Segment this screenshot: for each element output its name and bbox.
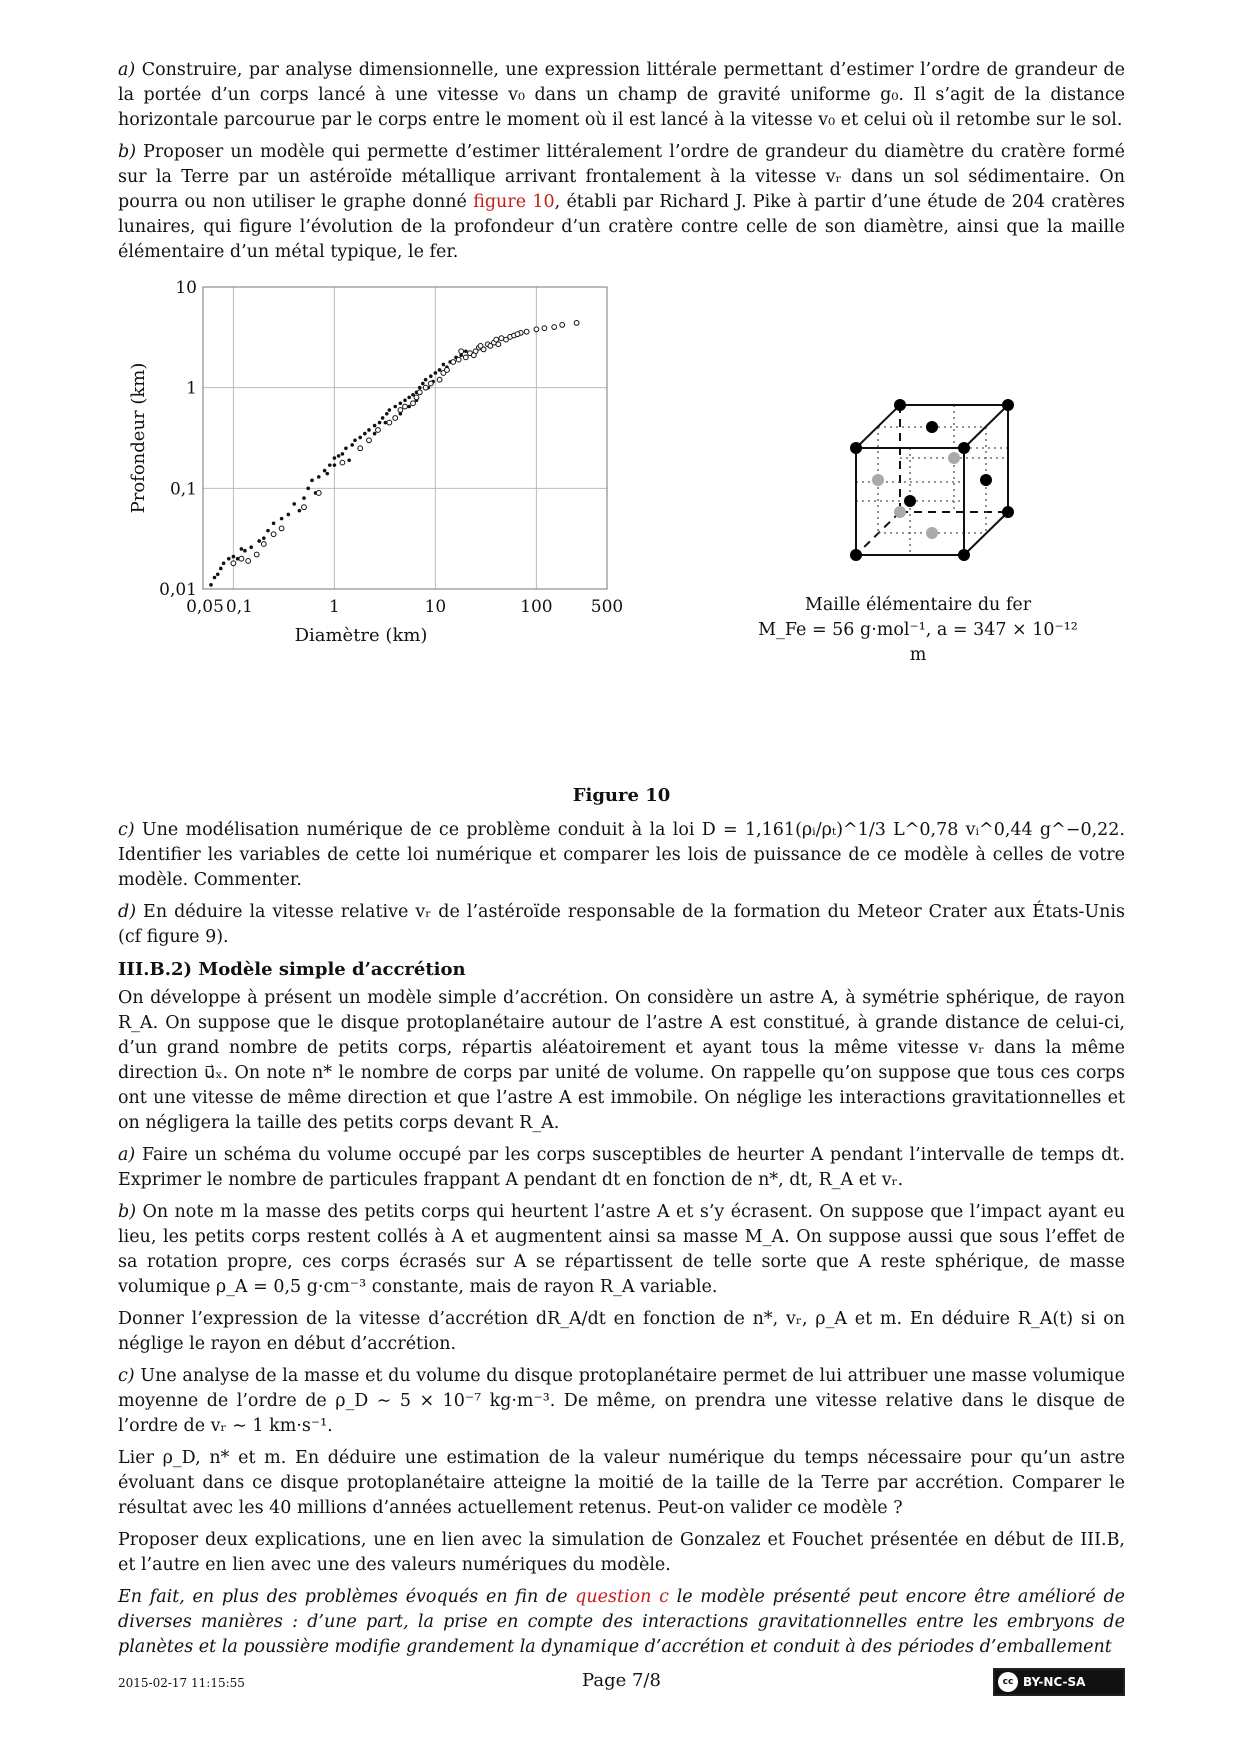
data-point-filled	[464, 349, 468, 353]
question-label: c)	[118, 820, 135, 840]
data-point-filled	[373, 424, 377, 428]
data-point-open	[463, 355, 468, 360]
question-label: c)	[118, 1366, 135, 1386]
question-text: On note m la masse des petits corps qui heurtent l’astre A et s’y écrasent. On suppose que l’impact ayant eu lieu, les petits corps restent collés à A et augmentent ainsi sa masse M_A. On suppose aussi que sous l’effet de sa rotation propre, ces corps écrasés sur A se répartissent de telle sorte que A reste sphérique, de masse volumique ρ_A = 0,5 g·cm⁻³ constante, mais de rayon R_A variable.	[118, 1202, 1125, 1297]
data-point-filled	[209, 583, 213, 587]
data-point-filled	[333, 456, 337, 460]
data-point-open	[437, 377, 442, 382]
data-point-filled	[429, 374, 433, 378]
footer-page-number: Page 7/8	[582, 1670, 661, 1691]
question-label: a)	[118, 60, 136, 80]
x-tick-label: 100	[520, 597, 553, 617]
data-point-open	[417, 390, 422, 395]
corner-atom	[1002, 506, 1014, 518]
question-label: b)	[118, 142, 137, 162]
question-text: En déduire la vitesse relative vᵣ de l’astéroïde responsable de la formation du Meteor Crater aux États-Unis (cf figure 9).	[118, 902, 1125, 947]
data-point-open	[428, 381, 433, 386]
data-point-filled	[407, 405, 411, 409]
data-point-open	[515, 332, 520, 337]
data-point-filled	[292, 502, 296, 506]
data-point-open	[552, 325, 557, 330]
x-tick-label: 1	[328, 597, 340, 617]
y-tick-label: 10	[175, 278, 197, 298]
data-point-open	[254, 552, 259, 557]
question-d1	[118, 900, 1125, 950]
hidden-face-atom	[926, 527, 938, 539]
closing-text: le modèle présenté peut encore être amélioré de diverses manières : d’une part, la prise en compte des interactions gravitationnelles entre les embryons de planètes et la poussière modifie grandement la dynamique d’accrétion et conduit à des périodes d’emballement	[118, 1587, 1126, 1657]
data-point-filled	[399, 401, 403, 405]
corner-atom	[1002, 399, 1014, 411]
data-point-open	[423, 385, 428, 390]
data-point-filled	[373, 432, 377, 436]
data-point-open	[574, 320, 579, 325]
data-point-open	[534, 327, 539, 332]
question-text: Proposer un modèle qui permette d’estimer littéralement l’ordre de grandeur du diamètre du cratère formé sur la Terre par un astéroïde métallique arrivant frontalement à la vitesse vᵣ dans un sol sédimentaire. On pourra ou non utiliser le graphe donné	[118, 142, 1125, 212]
question-label: b)	[118, 1202, 137, 1222]
data-point-filled	[358, 436, 362, 440]
x-tick-label: 10	[424, 597, 447, 617]
data-point-filled	[219, 567, 223, 571]
data-point-filled	[341, 452, 345, 456]
data-point-open	[456, 357, 461, 362]
data-point-filled	[287, 513, 291, 517]
data-point-open	[261, 542, 266, 547]
data-point-filled	[325, 472, 329, 476]
hidden-face-atom	[894, 506, 906, 518]
question-b2-continued: Donner l’expression de la vitesse d’accrétion dR_A/dt en fonction de n*, vᵣ, ρ_A et m. En déduire R_A(t) si on néglige le rayon en début d’accrétion.	[118, 1309, 1125, 1354]
data-point-open	[316, 491, 321, 496]
data-point-filled	[213, 576, 217, 580]
data-point-filled	[266, 529, 270, 533]
data-point-filled	[280, 517, 284, 521]
iron-unit-cell-diagram	[838, 385, 1038, 585]
data-point-filled	[222, 562, 226, 566]
unit-cell-caption-values: M_Fe = 56 g·mol⁻¹, a = 347 × 10⁻¹² m	[758, 620, 1078, 665]
license-text: BY-NC-SA	[1023, 1675, 1086, 1689]
data-point-filled	[262, 536, 266, 540]
data-point-filled	[272, 521, 276, 525]
data-point-open	[478, 343, 483, 348]
data-point-filled	[243, 549, 247, 553]
question-text: Faire un schéma du volume occupé par les corps susceptibles de heurter A pendant l’intervalle de temps dt. Exprimer le nombre de particules frappant A pendant dt en fonction de n*, dt, R_A et vᵣ.	[118, 1145, 1125, 1190]
figure-caption: Figure 10	[572, 785, 671, 806]
question-a1	[118, 58, 1125, 133]
x-tick-label: 0,05	[186, 597, 224, 617]
figure-link[interactable]: figure 10	[473, 192, 555, 212]
data-point-filled	[344, 446, 348, 450]
x-tick-label: 500	[590, 597, 624, 617]
data-point-open	[459, 349, 464, 354]
data-point-open	[231, 561, 236, 566]
cc-icon: cc	[998, 1672, 1018, 1692]
data-point-open	[496, 342, 501, 347]
hidden-face-atom	[872, 474, 884, 486]
data-point-open	[398, 408, 403, 413]
footer-timestamp: 2015-02-17 11:15:55	[118, 1676, 245, 1690]
question-text: Une analyse de la masse et du volume du disque protoplanétaire permet de lui attribuer une masse volumique moyenne de l’ordre de ρ_D ∼ 5 × 10⁻⁷ kg·m⁻³. De même, on prendra une vitesse relative dans le disque de l’ordre de vᵣ ∼ 1 km·s⁻¹.	[118, 1366, 1125, 1436]
data-point-open	[367, 438, 372, 443]
data-point-filled	[216, 572, 220, 576]
data-point-open	[445, 368, 450, 373]
question-text: Construire, par analyse dimensionnelle, une expression littérale permettant d’estimer l’ordre de grandeur de la portée d’un corps lancé à une vitesse v₀ dans un champ de gravité uniforme g₀. Il s’agit de la distance horizontale parcourue par le corps entre le moment où il est lancé à la vitesse v₀ et celui où il retombe sur le sol.	[118, 60, 1125, 130]
data-point-filled	[306, 487, 310, 491]
data-point-filled	[323, 469, 327, 473]
data-point-filled	[298, 509, 302, 513]
question-label: a)	[118, 1145, 136, 1165]
page-footer	[118, 1668, 1125, 1698]
data-point-open	[279, 526, 284, 531]
corner-atom	[958, 549, 970, 561]
data-point-filled	[438, 368, 442, 372]
data-point-filled	[421, 382, 425, 386]
data-point-filled	[367, 428, 371, 432]
page-content	[118, 58, 1125, 1667]
data-point-filled	[381, 416, 385, 420]
question-c2-explanations: Proposer deux explications, une en lien avec la simulation de Gonzalez et Fouchet présentée en début de III.B, et l’autre en lien avec une des valeurs numériques du modèle.	[118, 1530, 1125, 1575]
data-point-open	[451, 360, 456, 365]
data-point-filled	[378, 421, 382, 425]
corner-atom	[958, 442, 970, 454]
data-point-open	[376, 428, 381, 433]
data-point-filled	[418, 386, 422, 390]
data-point-filled	[403, 398, 407, 402]
face-center-atom	[926, 421, 938, 433]
data-point-filled	[434, 371, 438, 375]
x-tick-label: 0,1	[225, 597, 253, 617]
question-link[interactable]: question c	[575, 1587, 669, 1607]
corner-atom	[850, 549, 862, 561]
y-tick-label: 0,1	[169, 479, 197, 500]
data-point-open	[246, 559, 251, 564]
data-point-open	[340, 460, 345, 465]
data-point-open	[239, 556, 244, 561]
crater-depth-chart	[118, 275, 658, 695]
cube-edge	[964, 405, 1008, 448]
section-intro: On développe à présent un modèle simple d’accrétion. On considère un astre A, à symétrie sphérique, de rayon R_A. On suppose que le disque protoplanétaire autour de l’astre A est constitué, à grande distance de celui-ci, d’un grand nombre de petits corps, répartis aléatoirement et ayant tous la même vitesse vᵣ dans la même direction u⃗ₓ. On note n* le nombre de corps par unité de volume. On rappelle qu’on suppose que tous ces corps ont une vitesse de même direction et que l’astre A est immobile. On néglige les interactions gravitationnelles et on négligera la taille des petits corps devant R_A.	[118, 988, 1125, 1133]
data-point-filled	[249, 545, 253, 549]
data-point-open	[560, 323, 565, 328]
x-axis-label: Diamètre (km)	[294, 625, 428, 646]
data-point-open	[387, 420, 392, 425]
figure-row	[118, 275, 1125, 785]
question-b1	[118, 140, 1125, 265]
data-point-open	[358, 446, 363, 451]
data-point-filled	[240, 547, 244, 551]
unit-cell-caption	[748, 593, 1088, 668]
data-point-open	[302, 505, 307, 510]
data-point-filled	[385, 412, 389, 416]
question-c2	[118, 1364, 1125, 1439]
face-center-atom	[980, 474, 992, 486]
data-point-filled	[227, 557, 231, 561]
question-c2-continued: Lier ρ_D, n* et m. En déduire une estimation de la valeur numérique du temps nécessaire pour qu’un astre évoluant dans ce disque protoplanétaire atteigne la moitié de la taille de la Terre par accrétion. Comparer le résultat avec les 40 millions d’années actuellement retenus. Peut-on valider ce modèle ?	[118, 1448, 1125, 1518]
license-badge[interactable]	[993, 1668, 1125, 1696]
data-point-filled	[363, 432, 367, 436]
closing-text: En fait, en plus des problèmes évoqués en fin de	[118, 1587, 576, 1607]
question-text: Une modélisation numérique de ce problème conduit à la loi D = 1,161(ρᵢ/ρₜ)^1/3 L^0,78 vᵢ^0,44 g^−0,22. Identifier les variables de cette loi numérique et comparer les lois de puissance de ce modèle à celles de votre modèle. Commenter.	[118, 820, 1125, 890]
section-heading: III.B.2) Modèle simple d’accrétion	[118, 959, 466, 980]
face-center-atom	[904, 495, 916, 507]
data-point-filled	[347, 458, 351, 462]
data-point-filled	[353, 439, 357, 443]
closing-note	[118, 1585, 1125, 1660]
data-point-open	[393, 416, 398, 421]
corner-atom	[850, 442, 862, 454]
data-point-filled	[388, 408, 392, 412]
data-point-open	[411, 401, 416, 406]
corner-atom	[894, 399, 906, 411]
data-point-open	[414, 395, 419, 400]
y-tick-label: 0,01	[159, 580, 197, 600]
data-point-filled	[232, 555, 236, 559]
data-point-filled	[393, 405, 397, 409]
data-point-open	[542, 326, 547, 331]
question-label: d)	[118, 902, 137, 922]
unit-cell-caption-title: Maille élémentaire du fer	[804, 595, 1032, 615]
data-point-filled	[302, 496, 306, 500]
data-point-open	[499, 336, 504, 341]
question-text: , établi par Richard J. Pike à partir d’une étude de 204 cratères lunaires, qui figure l’évolution de la profondeur d’un cratère contre celle de son diamètre, ainsi que la maille élémentaire d’un métal typique, le fer.	[118, 192, 1126, 262]
data-point-open	[271, 532, 276, 537]
data-point-filled	[328, 463, 332, 467]
data-point-open	[403, 404, 408, 409]
data-point-filled	[317, 475, 321, 479]
data-point-filled	[333, 463, 337, 467]
question-a2	[118, 1143, 1125, 1193]
y-axis-label: Profondeur (km)	[128, 362, 149, 514]
data-point-filled	[407, 396, 411, 400]
data-point-filled	[350, 443, 354, 447]
data-point-open	[494, 337, 499, 342]
data-point-open	[471, 353, 476, 358]
data-point-filled	[337, 454, 341, 458]
question-c1	[118, 818, 1125, 893]
y-tick-label: 1	[186, 378, 197, 399]
data-point-filled	[424, 378, 428, 382]
data-point-open	[524, 329, 529, 334]
hidden-face-atom	[948, 452, 960, 464]
data-point-filled	[257, 539, 261, 543]
data-point-filled	[310, 479, 314, 483]
data-point-filled	[442, 363, 446, 367]
question-b2	[118, 1200, 1125, 1300]
cube-edge	[856, 405, 900, 448]
